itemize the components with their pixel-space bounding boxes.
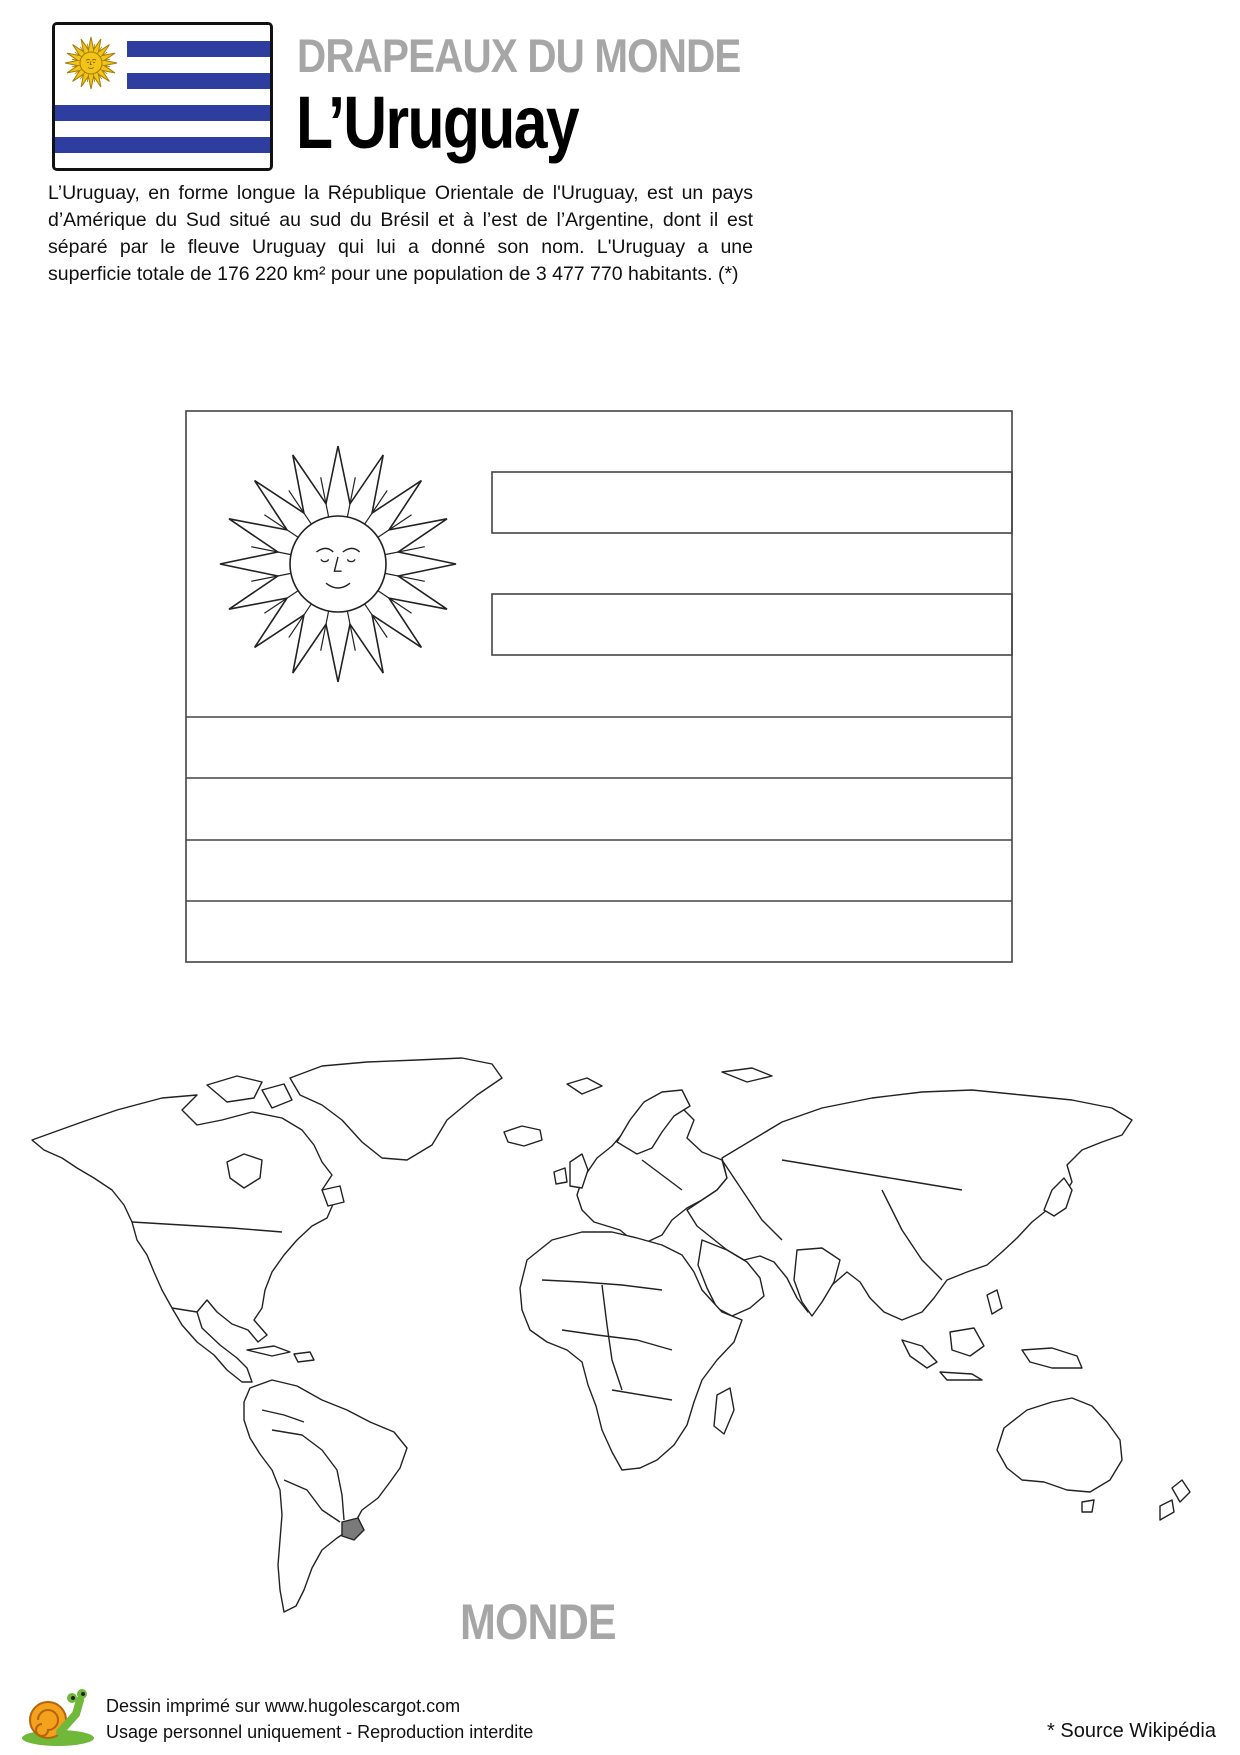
credit-line-1: Dessin imprimé sur www.hugolescargot.com — [106, 1696, 461, 1716]
island-java — [940, 1372, 982, 1380]
island-cuba — [247, 1346, 290, 1356]
island-borneo — [950, 1328, 984, 1356]
arctic-island — [207, 1076, 262, 1102]
island-sumatra — [902, 1340, 937, 1368]
arctic-island — [567, 1078, 602, 1094]
continent-north-america — [32, 1095, 334, 1382]
sun-of-may-icon — [220, 446, 456, 682]
source-note: * Source Wikipédia — [1047, 1720, 1216, 1742]
world-map — [22, 1050, 1222, 1625]
island-new-zealand — [1172, 1480, 1190, 1502]
continent-south-america — [244, 1380, 407, 1612]
island-tasmania — [1082, 1500, 1094, 1512]
uruguay-flag-color-icon — [55, 25, 270, 168]
country-uruguay — [342, 1518, 364, 1540]
sun-face — [80, 52, 102, 74]
region-india — [794, 1248, 840, 1316]
island-philippines — [987, 1290, 1002, 1314]
island-ireland — [554, 1168, 567, 1184]
continent-australia — [997, 1398, 1122, 1492]
island-iceland — [504, 1126, 542, 1146]
small-color-flag — [52, 22, 273, 171]
sun-face — [290, 516, 386, 612]
island-new-guinea — [1022, 1348, 1082, 1368]
series-title: DRAPEAUX DU MONDE — [297, 29, 741, 82]
island-madagascar — [714, 1388, 734, 1434]
map-label: MONDE — [460, 1594, 616, 1650]
coloring-flag — [185, 410, 1015, 970]
island-new-zealand — [1160, 1500, 1174, 1520]
country-title: L’Uruguay — [296, 81, 578, 164]
island-hispaniola — [294, 1352, 314, 1362]
arctic-island — [722, 1068, 772, 1082]
continent-greenland — [290, 1058, 502, 1160]
snail-logo-icon — [18, 1680, 98, 1755]
intro-paragraph: L’Uruguay, en forme longue la République Orientale de l'Uruguay, est un pays d’Amérique du Sud situé au sud du Brésil et à l’est de l’Argentine, dont il est séparé par le fleuve Uruguay qui lui a donné son nom. L'Uruguay a une superficie totale de 176 220 km² pour une population de 3 477 770 habitants. (*) — [48, 182, 753, 285]
arctic-island — [262, 1084, 292, 1108]
credit-line-2: Usage personnel uniquement - Reproduction interdite — [106, 1722, 534, 1742]
